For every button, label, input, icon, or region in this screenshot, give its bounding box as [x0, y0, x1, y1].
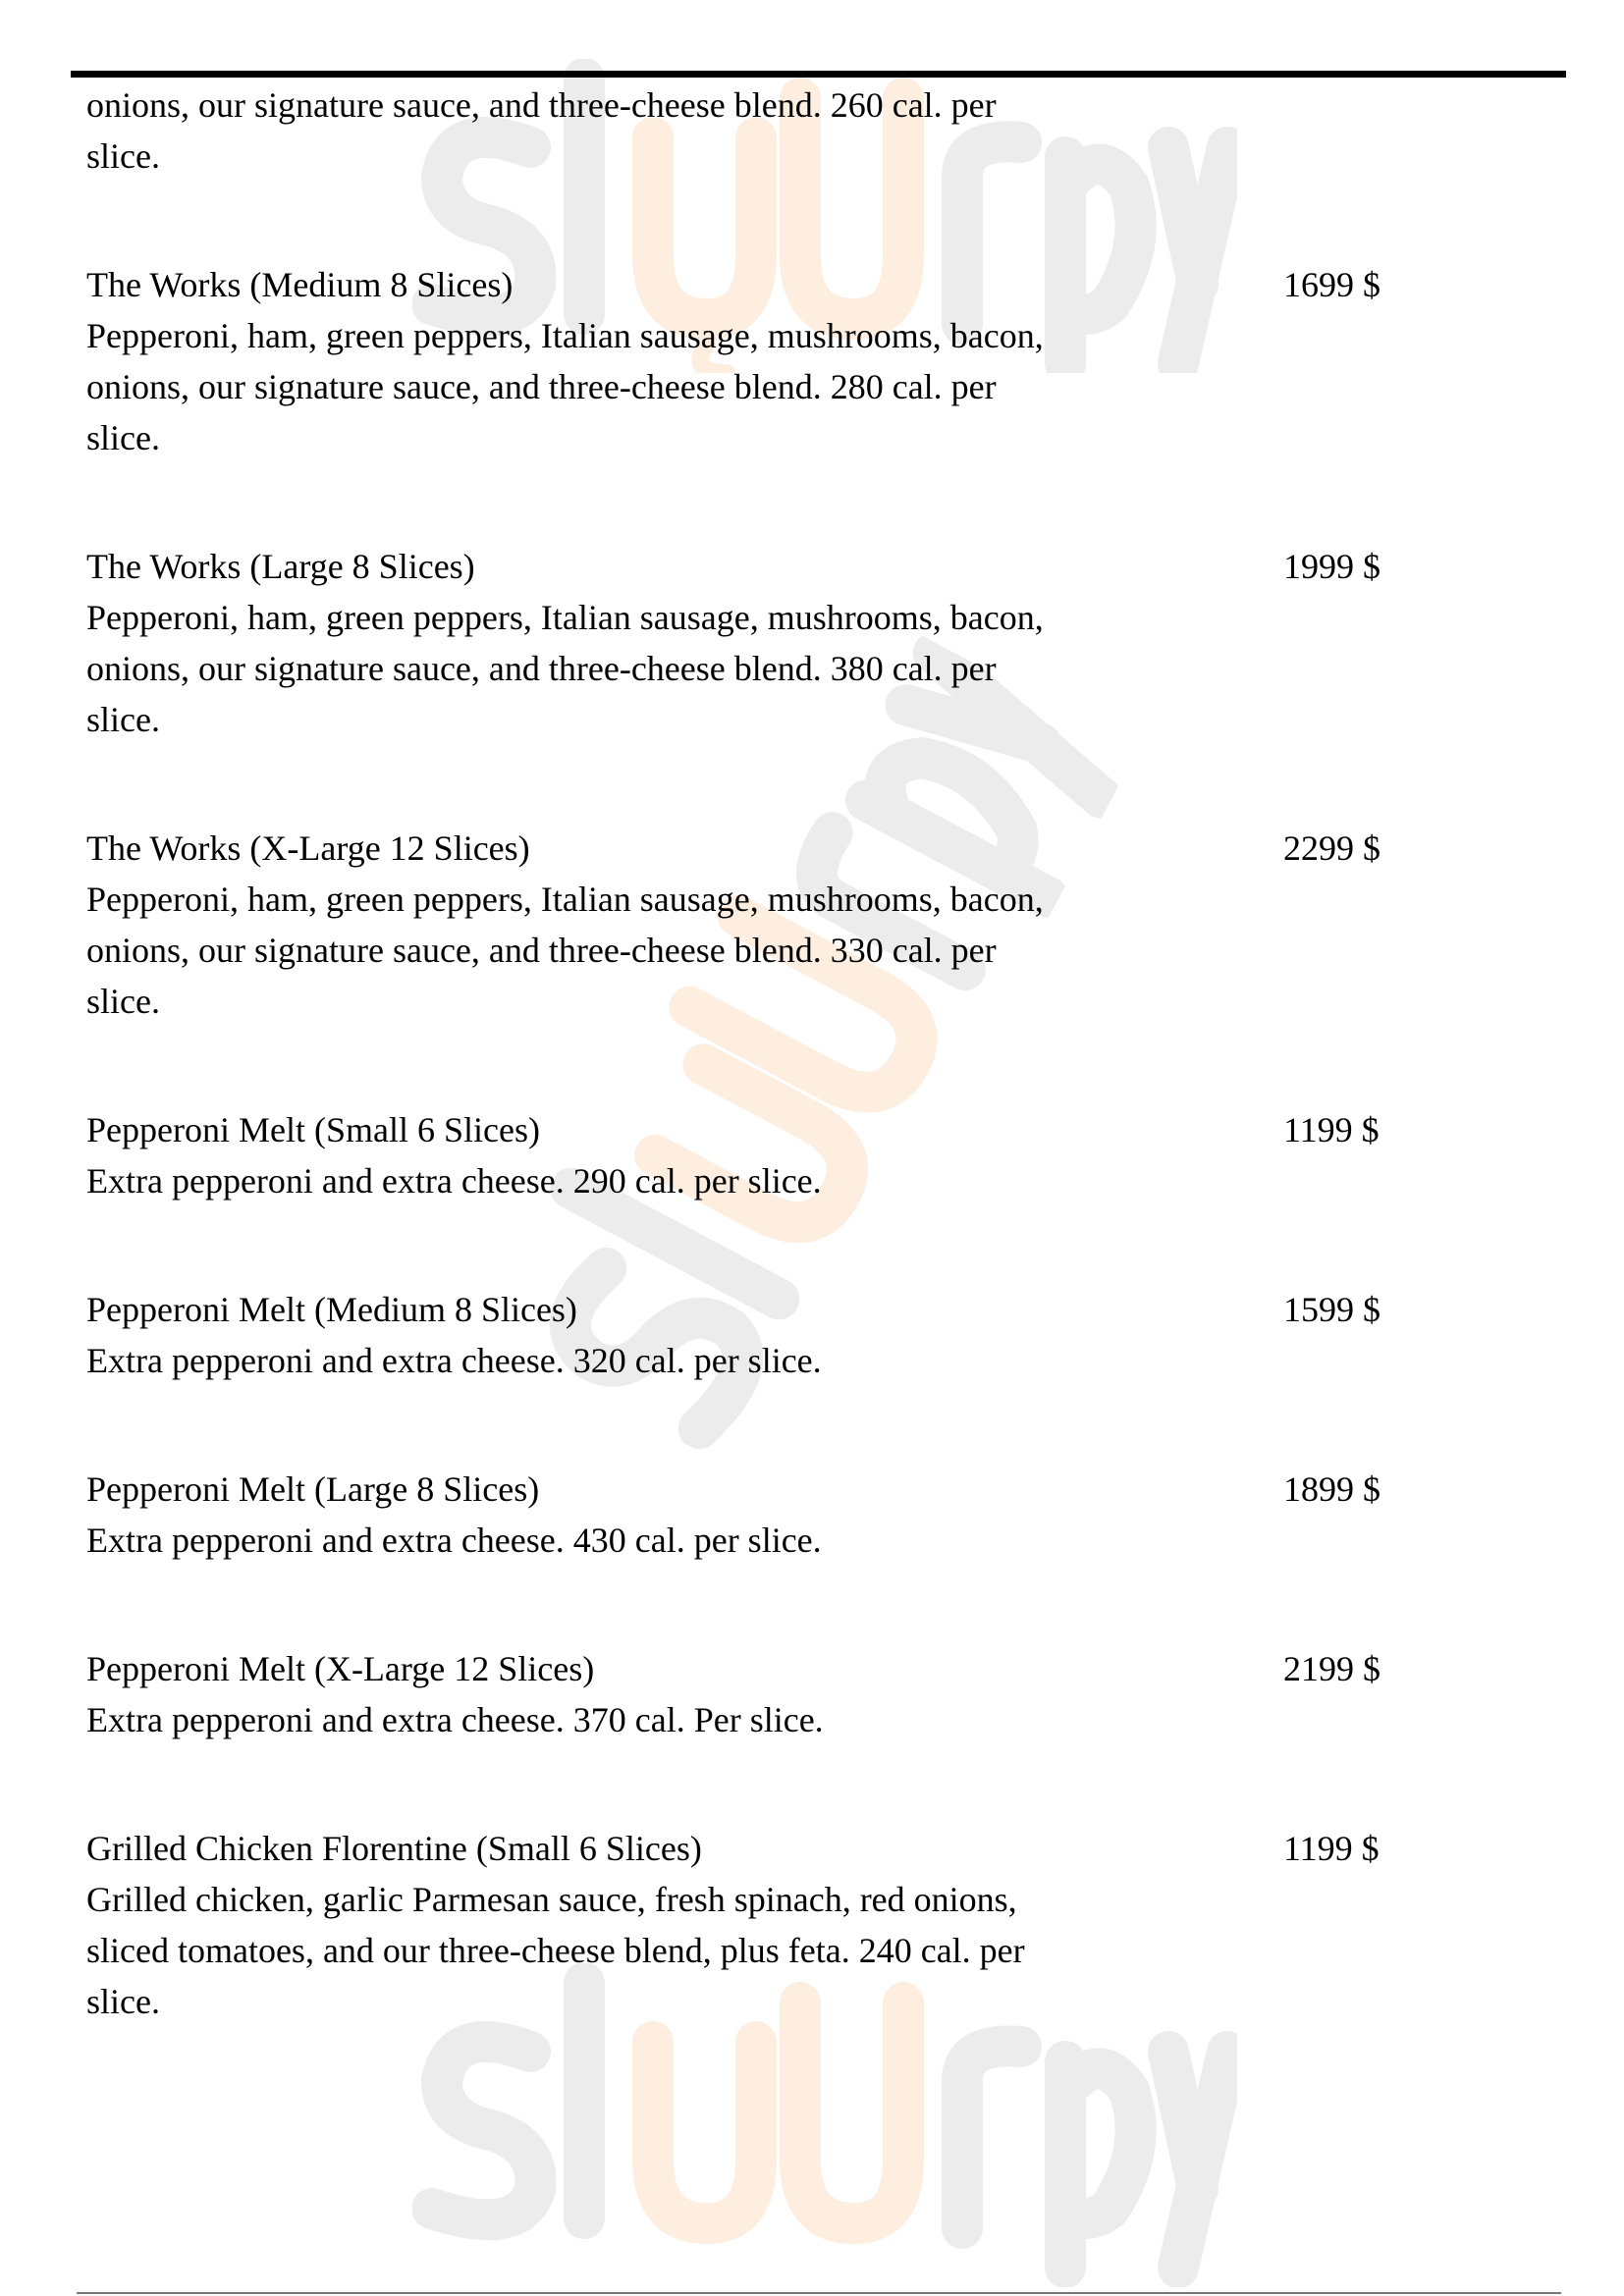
- item-price: 1899 $: [1283, 1469, 1380, 1509]
- menu-item: [86, 1643, 1579, 1745]
- menu-list: [86, 80, 1579, 2105]
- item-title-row: [86, 1284, 1579, 1335]
- item-title: Pepperoni Melt (Large 8 Slices): [86, 1469, 540, 1509]
- item-description-line: onions, our signature sauce, and three-cheese blend. 280 cal. per: [86, 367, 997, 406]
- item-title-row: [86, 1643, 1579, 1694]
- menu-item: [86, 1464, 1579, 1566]
- menu-items: [86, 259, 1579, 2027]
- item-description-line: Extra pepperoni and extra cheese. 290 cal. per slice.: [86, 1161, 822, 1201]
- item-price: 1999 $: [1283, 547, 1380, 586]
- item-price: 1199 $: [1283, 1110, 1380, 1149]
- top-divider: [71, 71, 1566, 78]
- item-price: 2199 $: [1283, 1649, 1380, 1688]
- item-description-line: slice.: [86, 1982, 160, 2021]
- menu-item: [86, 1104, 1579, 1206]
- item-price: 2299 $: [1283, 828, 1380, 868]
- item-description-line: onions, our signature sauce, and three-cheese blend. 260 cal. per: [86, 85, 997, 125]
- item-description-line: Extra pepperoni and extra cheese. 430 cal. per slice.: [86, 1521, 822, 1560]
- item-price: 1699 $: [1283, 265, 1380, 304]
- item-title: The Works (Medium 8 Slices): [86, 265, 514, 304]
- item-price: 1599 $: [1283, 1290, 1380, 1329]
- item-title-row: [86, 823, 1579, 874]
- item-description-line: onions, our signature sauce, and three-cheese blend. 380 cal. per: [86, 649, 997, 688]
- item-price: 1199 $: [1283, 1829, 1380, 1868]
- menu-item: [86, 541, 1579, 745]
- menu-item: [86, 1284, 1579, 1386]
- bottom-divider: [77, 2292, 1561, 2294]
- menu-item: [86, 823, 1579, 1027]
- item-title: Pepperoni Melt (X-Large 12 Slices): [86, 1649, 595, 1688]
- item-title: The Works (Large 8 Slices): [86, 547, 475, 586]
- item-title-row: [86, 1823, 1579, 1874]
- item-description-line: Grilled chicken, garlic Parmesan sauce, fresh spinach, red onions,: [86, 1880, 1017, 1919]
- item-description-line: Pepperoni, ham, green peppers, Italian sausage, mushrooms, bacon,: [86, 316, 1044, 355]
- item-description-line: slice.: [86, 418, 160, 457]
- menu-item: [86, 1823, 1579, 2027]
- item-title-row: [86, 541, 1579, 592]
- item-description-line: onions, our signature sauce, and three-cheese blend. 330 cal. per: [86, 931, 997, 970]
- item-description-line: Extra pepperoni and extra cheese. 370 cal. Per slice.: [86, 1700, 824, 1739]
- item-title: Pepperoni Melt (Medium 8 Slices): [86, 1290, 577, 1329]
- item-title-row: [86, 1464, 1579, 1515]
- item-title: Pepperoni Melt (Small 6 Slices): [86, 1110, 540, 1149]
- menu-item: [86, 259, 1579, 463]
- item-description-line: Pepperoni, ham, green peppers, Italian sausage, mushrooms, bacon,: [86, 598, 1044, 637]
- item-description-line: Extra pepperoni and extra cheese. 320 cal. per slice.: [86, 1341, 822, 1380]
- item-description-line: slice.: [86, 136, 160, 176]
- menu-item-continued: [86, 80, 1579, 182]
- item-title-row: [86, 259, 1579, 310]
- item-description-line: slice.: [86, 700, 160, 739]
- item-title-row: [86, 1104, 1579, 1155]
- item-title: Grilled Chicken Florentine (Small 6 Slices): [86, 1829, 702, 1868]
- item-description-line: Pepperoni, ham, green peppers, Italian sausage, mushrooms, bacon,: [86, 880, 1044, 919]
- item-description-line: sliced tomatoes, and our three-cheese blend, plus feta. 240 cal. per: [86, 1931, 1025, 1970]
- item-description-line: slice.: [86, 982, 160, 1021]
- item-title: The Works (X-Large 12 Slices): [86, 828, 530, 868]
